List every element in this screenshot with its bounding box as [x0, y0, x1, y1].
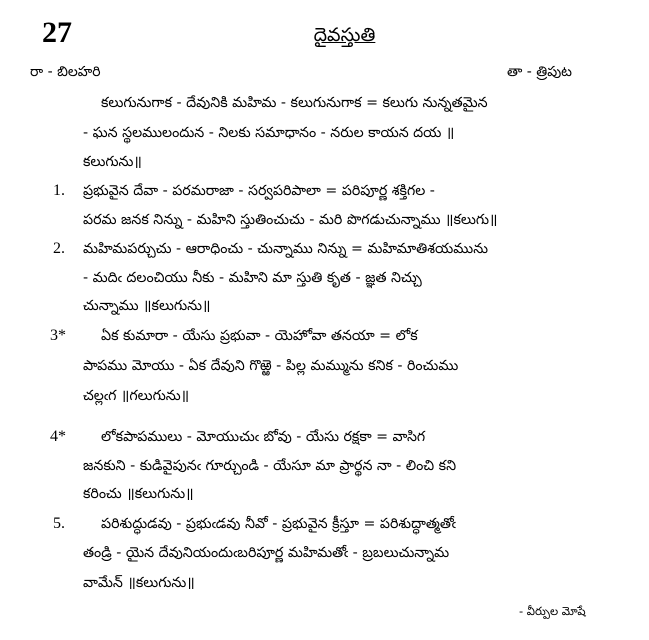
page-number: 27: [42, 16, 72, 49]
stanza-line: లోకపాపములు - మోయుచుఁ బోవు - యేసు రక్షకా = వాసిగ: [101, 429, 426, 445]
stanza-number: 3*: [50, 327, 66, 344]
author-credit: - వీర్పుల మోషే: [519, 604, 586, 618]
stanza-line: - మదిఁ దలంచియు నీకు - మహిని మా స్తుతి కృత - జ్ఞత నిచ్చు: [83, 270, 422, 286]
stanza-line: తండ్రి - యైన దేవునియందుఁబరిపూర్ణ మహిమతోఁ - బ్రబలుచున్నామ: [83, 545, 450, 561]
stanza-line: జనకుని - కుడివైపునఁ గూర్చుండి - యేసూ మా ప్రార్థన నా - లించి కని: [83, 458, 457, 474]
stanza-number: 2.: [53, 240, 65, 257]
stanza-line: ప్రభువైన దేవా - పరమరాజా - సర్వపరిపాలా = పరిపూర్ణ శక్తిగల -: [83, 183, 435, 199]
stanza-number: 4*: [50, 428, 66, 445]
raga-label: రా - బిలహరి: [30, 64, 101, 80]
tala-label: తా - త్రిపుట: [507, 64, 572, 80]
stanza-number: 1.: [53, 182, 65, 199]
stanza-line: పాపము మోయు - ఏక దేవుని గొఱ్ఱె - పిల్ల మమ్మును కనిక - రించుము: [83, 358, 459, 374]
pallavi-line: కలుగును॥: [83, 154, 142, 170]
stanza-line: కరించు ॥కలుగును॥: [83, 486, 194, 502]
stanza-line: వామేన్ ॥కలుగును॥: [83, 575, 195, 591]
stanza-line: చల్లఁగ ॥గలుగును॥: [83, 388, 190, 404]
pallavi-line: కలుగునుగాక - దేవునికి మహిమ - కలుగునుగాక = కలుగు నున్నతమైన: [101, 95, 488, 111]
pallavi-line: - ఘన స్థలములందున - నిలకు సమాధానం - నరుల కాయన దయ ॥: [83, 125, 455, 141]
stanza-number: 5.: [53, 515, 65, 532]
stanza-line: ఏక కుమారా - యేసు ప్రభువా - యెహోవా తనయా = లోక: [101, 328, 418, 344]
song-title: దైవస్తుతి: [313, 24, 376, 46]
stanza-line: మహిమపర్చుచు - ఆరాధించు - చున్నాము నిన్ను = మహిమాతిశయమును: [83, 241, 489, 257]
stanza-line: పరమ జనక నిన్ను - మహిని స్తుతించుచు - మరి పొగడుచున్నాము ॥కలుగు॥: [83, 212, 498, 228]
stanza-line: పరిశుద్ధుడవు - ప్రభుఁడవు నీవో - ప్రభువైన క్రీస్తూ = పరిశుద్ధాత్మతోఁ: [101, 516, 456, 532]
stanza-line: చున్నాము ॥కలుగును॥: [83, 298, 211, 314]
